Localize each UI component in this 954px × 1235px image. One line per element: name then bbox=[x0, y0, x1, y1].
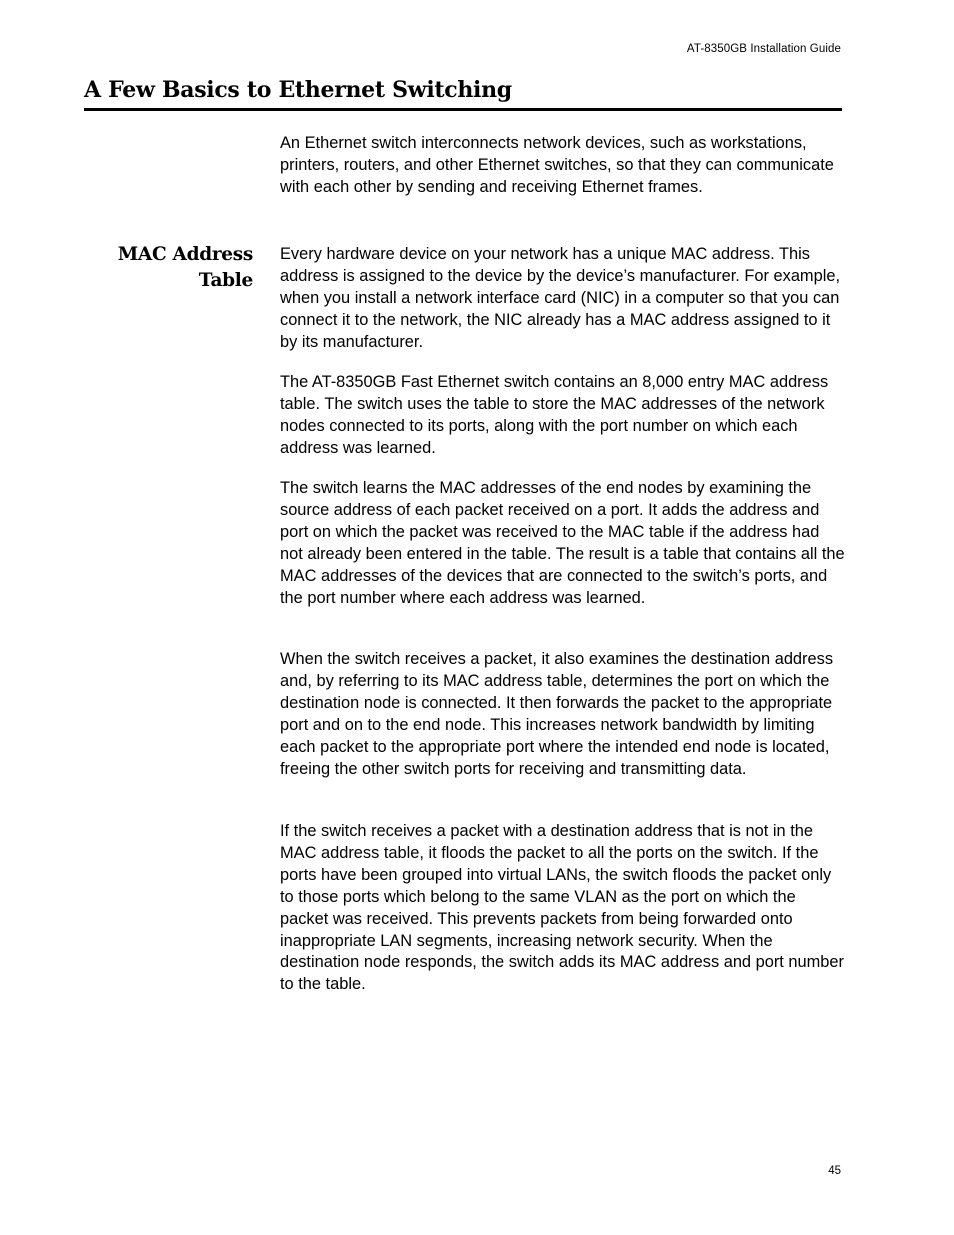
body-paragraph-1: Every hardware device on your network has a unique MAC address. This address is assigned to the device by the device’s manufacturer. For example, when you install a network interface card (NIC) in a computer so that you can connect it to the network, the NIC already has a MAC address assigned to it by its manufacturer. bbox=[280, 245, 841, 351]
body-paragraph-3: The switch learns the MAC addresses of the end nodes by examining the source address of each packet received on a port. It adds the address and port on which the packet was received to the MAC table if the address had not already been entered in the table. The result is a table that contains all the MAC addresses of the devices that are connected to the switch’s ports, and the port number where each address was learned. bbox=[280, 479, 845, 607]
body-paragraph-2: The AT-8350GB Fast Ethernet switch contains an 8,000 entry MAC address table. The switch uses the table to store the MAC addresses of the network nodes connected to its ports, along with the port number on which each address was learned. bbox=[280, 373, 829, 457]
body-paragraph-5: If the switch receives a packet with a destination address that is not in the MAC address table, it floods the packet to all the ports on the switch. If the ports have been grouped into virtual LANs, the switch floods the packet only to those ports which belong to the same VLAN as the port on which the packet was received. This prevents packets from being forwarded onto inappropriate LAN segments, increasing network security. When the destination node responds, the switch adds its MAC address and port number to the table. bbox=[280, 822, 844, 994]
subsection-heading-line1: MAC Address bbox=[117, 244, 253, 265]
intro-paragraph: An Ethernet switch interconnects network devices, such as workstations, printers, routers, and other Ethernet switches, so that they can communicate with each other by sending and receiving Ethernet frames. bbox=[280, 134, 834, 196]
page-number: 45 bbox=[828, 1165, 841, 1177]
section-title: A Few Basics to Ethernet Switching bbox=[84, 76, 842, 111]
body-paragraph-4: When the switch receives a packet, it also examines the destination address and, by referring to its MAC address table, determines the port on which the destination node is connected. It then forwards the packet to the appropriate port and on to the end node. This increases network bandwidth by limiting each packet to the appropriate port where the intended end node is located, freeing the other switch ports for receiving and transmitting data. bbox=[280, 650, 834, 778]
subsection-heading-line2: Table bbox=[198, 270, 253, 291]
subsection-heading bbox=[73, 242, 253, 294]
running-header: AT-8350GB Installation Guide bbox=[686, 43, 841, 55]
